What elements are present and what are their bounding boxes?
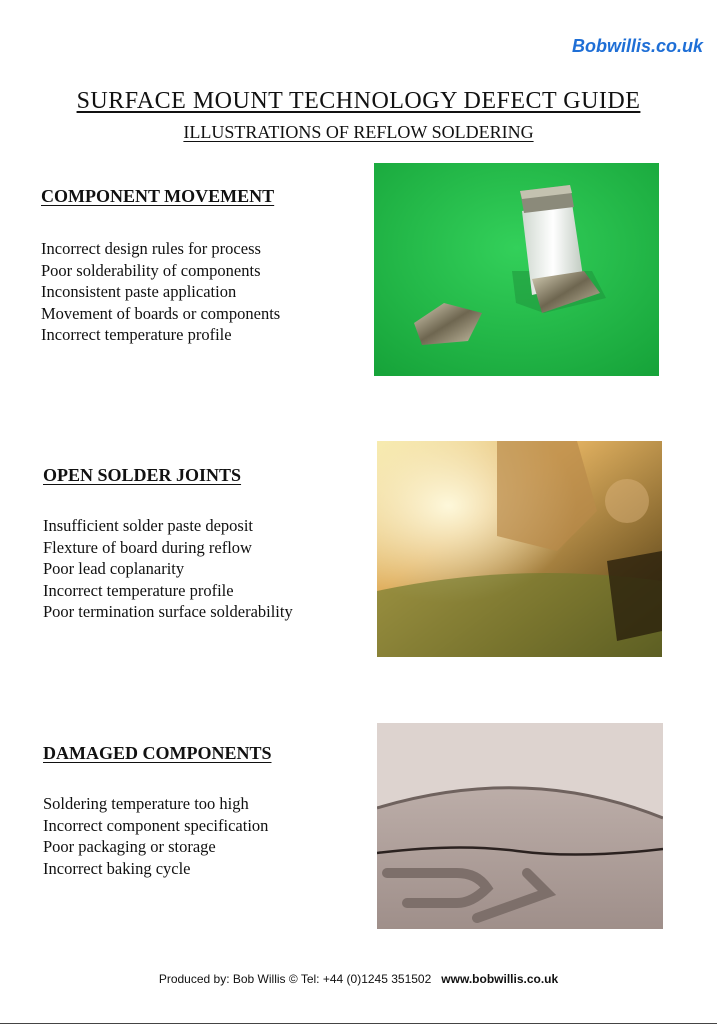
- brand-link[interactable]: Bobwillis.co.uk: [571, 36, 703, 56]
- footer-url-link[interactable]: www.bobwillis.co.uk: [441, 972, 559, 986]
- section-heading-damaged-components: DAMAGED COMPONENTS: [43, 743, 272, 763]
- list-item: Soldering temperature too high: [43, 794, 249, 813]
- list-item: Incorrect temperature profile: [43, 580, 234, 600]
- list-item: Incorrect design rules for process: [41, 239, 261, 258]
- section-heading-open-solder-joints: OPEN SOLDER JOINTS: [43, 465, 242, 485]
- open-solder-joints-photo: [377, 441, 662, 657]
- list-item: Poor packaging or storage: [43, 837, 216, 856]
- list-item: Poor termination surface solderability: [43, 602, 293, 621]
- damaged-components-photo: [377, 723, 663, 929]
- list-item: Poor solderability of components: [41, 260, 261, 280]
- list-item: Inconsistent paste application: [41, 282, 237, 301]
- footer-credit: Produced by: Bob Willis © Tel: +44 (0)1245 351502: [158, 972, 432, 986]
- list-item: Incorrect temperature profile: [41, 325, 232, 344]
- open-solder-joints-list: [43, 515, 293, 623]
- list-item: Movement of boards or components: [41, 303, 281, 323]
- list-item: Incorrect component specification: [43, 815, 269, 835]
- component-movement-photo: [374, 163, 659, 376]
- page-title: SURFACE MOUNT TECHNOLOGY DEFECT GUIDE: [76, 88, 641, 114]
- list-item: Insufficient solder paste deposit: [43, 516, 254, 535]
- page-subtitle: ILLUSTRATIONS OF REFLOW SOLDERING: [183, 122, 534, 142]
- section-heading-component-movement: COMPONENT MOVEMENT: [41, 186, 275, 206]
- footer: [0, 972, 717, 986]
- component-movement-list: [41, 238, 280, 346]
- list-item: Poor lead coplanarity: [43, 559, 185, 578]
- damaged-components-list: [43, 793, 268, 879]
- list-item: Flexture of board during reflow: [43, 537, 252, 557]
- list-item: Incorrect baking cycle: [43, 858, 191, 878]
